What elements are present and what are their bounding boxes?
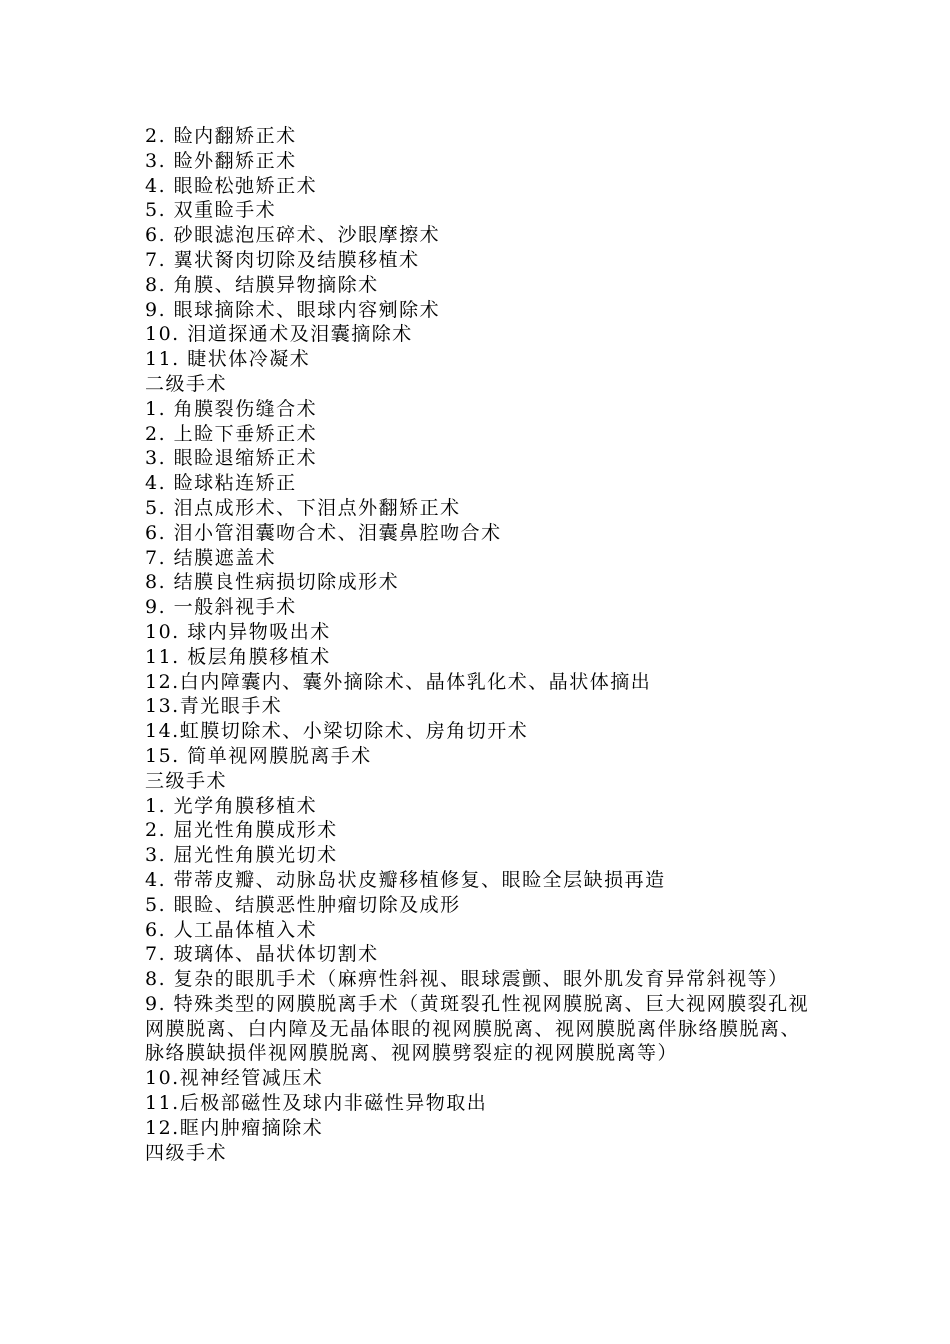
list-item: 15. 简单视网膜脱离手术 [145, 744, 372, 767]
section-heading-level-4: 四级手术 [145, 1141, 228, 1164]
list-item: 2. 睑内翻矫正术 [145, 125, 297, 147]
list-item: 9. 眼球摘除术、眼球内容剜除术 [145, 298, 441, 321]
list-item: 5. 双重睑手术 [145, 199, 277, 222]
list-item: 2. 屈光性角膜成形术 [145, 819, 338, 842]
list-item: 10. 泪道探通术及泪囊摘除术 [145, 323, 413, 346]
list-item: 3. 眼睑退缩矫正术 [145, 447, 318, 470]
list-item: 4. 睑球粘连矫正 [145, 472, 297, 495]
section-heading-level-2: 二级手术 [145, 372, 228, 395]
list-item: 5. 眼睑、结膜恶性肿瘤切除及成形 [145, 893, 461, 916]
list-item: 14.虹膜切除术、小梁切除术、房角切开术 [145, 720, 529, 743]
list-item: 11.后极部磁性及球内非磁性异物取出 [145, 1092, 488, 1115]
list-item: 9. 一般斜视手术 [145, 596, 297, 619]
section-heading-level-3: 三级手术 [145, 769, 228, 792]
list-item: 7. 玻璃体、晶状体切割术 [145, 943, 379, 966]
list-item: 3. 屈光性角膜光切术 [145, 844, 338, 867]
list-item: 4. 眼睑松弛矫正术 [145, 174, 318, 197]
list-item: 8. 角膜、结膜异物摘除术 [145, 273, 379, 296]
list-item: 10.视神经管减压术 [145, 1067, 324, 1090]
list-item: 12.眶内肿瘤摘除术 [145, 1116, 324, 1139]
list-item: 5. 泪点成形术、下泪点外翻矫正术 [145, 496, 461, 519]
list-item: 1. 光学角膜移植术 [145, 794, 318, 817]
list-item: 1. 角膜裂伤缝合术 [145, 397, 318, 420]
list-item: 6. 人工晶体植入术 [145, 918, 318, 941]
list-item: 10. 球内异物吸出术 [145, 620, 331, 643]
list-item: 11. 板层角膜移植术 [145, 645, 331, 668]
list-item: 3. 睑外翻矫正术 [145, 149, 297, 172]
list-item: 6. 砂眼滤泡压碎术、沙眼摩擦术 [145, 224, 441, 247]
list-item: 2. 上睑下垂矫正术 [145, 422, 318, 445]
list-item: 13.青光眼手术 [145, 695, 283, 718]
list-item: 9. 特殊类型的网膜脱离手术（黄斑裂孔性视网膜脱离、巨大视网膜裂孔视网膜脱离、白内障及无晶体眼的视网膜脱离、视网膜脱离伴脉络膜脱离、脉络膜缺损伴视网膜脱离、视网膜劈裂症的视网膜脱离等） [145, 992, 810, 1065]
list-item: 4. 带蒂皮瓣、动脉岛状皮瓣移植修复、眼睑全层缺损再造 [145, 868, 666, 891]
list-item: 7. 翼状胬肉切除及结膜移植术 [145, 248, 420, 271]
list-item: 6. 泪小管泪囊吻合术、泪囊鼻腔吻合术 [145, 521, 502, 544]
list-item: 11. 睫状体冷凝术 [145, 348, 311, 371]
list-item: 8. 结膜良性病损切除成形术 [145, 571, 400, 594]
list-item: 7. 结膜遮盖术 [145, 546, 277, 569]
list-item: 8. 复杂的眼肌手术（麻痹性斜视、眼球震颤、眼外肌发育异常斜视等） [145, 968, 789, 991]
document-body [145, 124, 815, 1165]
list-item: 12.白内障囊内、囊外摘除术、晶体乳化术、晶状体摘出 [145, 670, 652, 693]
